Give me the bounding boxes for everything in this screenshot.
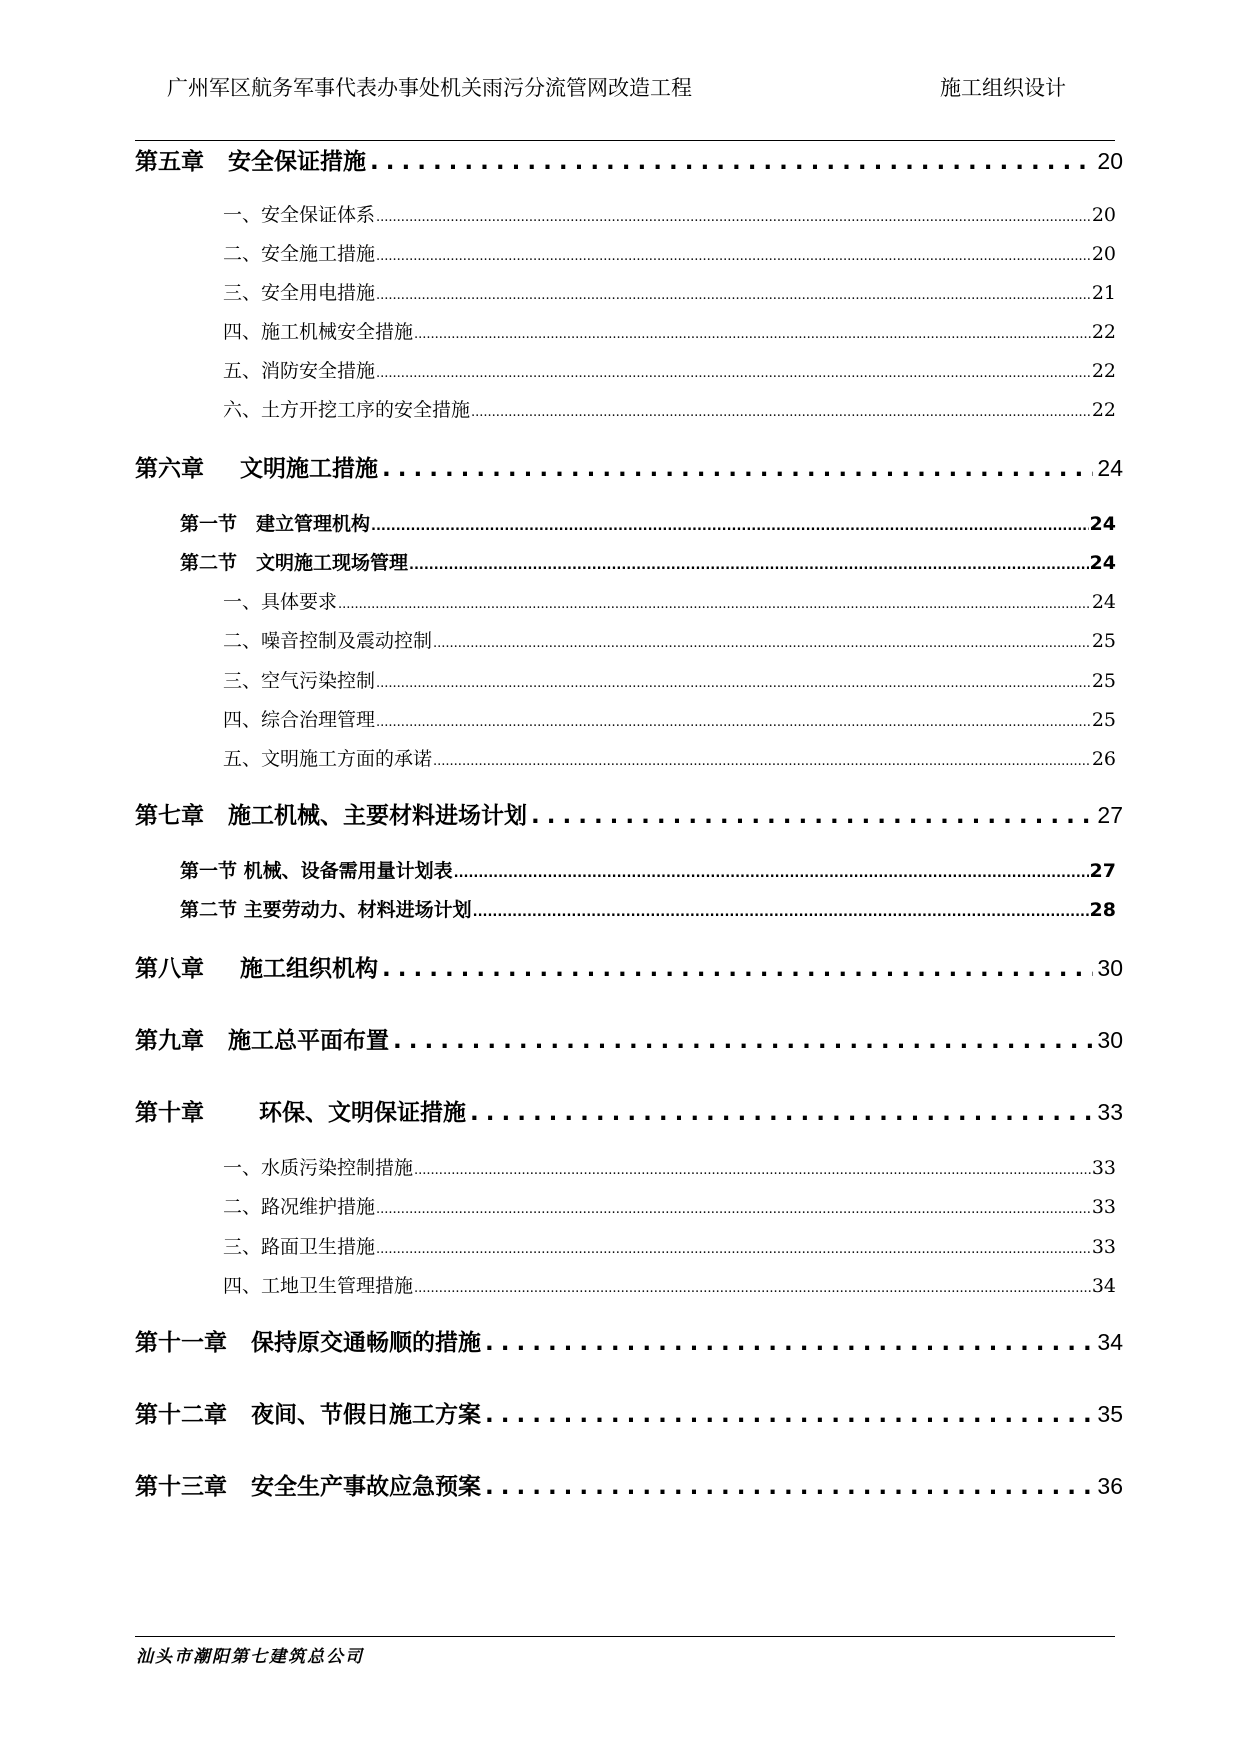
toc-item[interactable] (223, 278, 1116, 305)
dot-leader (371, 519, 1089, 534)
toc-chapter-8[interactable] (135, 950, 1123, 983)
dot-leader (433, 636, 1091, 651)
page-number: 20 (1091, 243, 1116, 265)
page-number: 36 (1097, 1473, 1123, 1499)
dot-leader (338, 597, 1091, 612)
item-title: 四、施工机械安全措施 (223, 321, 414, 343)
dot-leader (471, 405, 1091, 420)
page-number: 22 (1091, 399, 1116, 421)
toc-section[interactable] (180, 856, 1116, 883)
footer-rule (135, 1636, 1115, 1637)
chapter-title: 安全生产事故应急预案 (251, 1474, 481, 1500)
dot-leader (370, 149, 1093, 175)
dot-leader (382, 956, 1093, 982)
item-title: 二、安全施工措施 (223, 243, 376, 265)
toc-item[interactable] (223, 1153, 1116, 1180)
chapter-title: 保持原交通畅顺的措施 (251, 1330, 481, 1356)
item-title: 二、噪音控制及震动控制 (223, 630, 433, 652)
page-number: 27 (1097, 802, 1123, 828)
toc-chapter-13[interactable] (135, 1468, 1123, 1501)
chapter-number: 第十二章 (135, 1402, 227, 1428)
dot-leader (376, 249, 1091, 264)
chapter-number: 第九章 (135, 1028, 204, 1054)
dot-leader (382, 456, 1093, 482)
toc-chapter-7[interactable] (135, 797, 1123, 830)
dot-leader (376, 1242, 1091, 1257)
chapter-number: 第六章 (135, 456, 204, 482)
item-title: 四、综合治理管理 (223, 709, 376, 731)
page-number: 34 (1091, 1275, 1116, 1297)
dot-leader (393, 1028, 1093, 1054)
toc-chapter-11[interactable] (135, 1324, 1123, 1357)
toc-item[interactable] (223, 626, 1116, 653)
toc-chapter-10[interactable] (135, 1094, 1123, 1127)
dot-leader (473, 905, 1089, 920)
page-number: 25 (1091, 670, 1116, 692)
chapter-title: 夜间、节假日施工方案 (251, 1402, 481, 1428)
dot-leader (376, 288, 1091, 303)
toc-item[interactable] (223, 666, 1116, 693)
toc-item[interactable] (223, 317, 1116, 344)
page-number: 22 (1091, 360, 1116, 382)
dot-leader (376, 1202, 1091, 1217)
chapter-number: 第五章 (135, 149, 204, 175)
page-number: 27 (1089, 860, 1116, 882)
item-title: 一、安全保证体系 (223, 204, 376, 226)
item-title: 三、路面卫生措施 (223, 1236, 376, 1258)
page-number: 33 (1097, 1099, 1123, 1125)
document-type: 施工组织设计 (940, 76, 1066, 100)
page-number: 24 (1089, 552, 1116, 574)
dot-leader (485, 1474, 1093, 1500)
section-title: 第二节 主要劳动力、材料进场计划 (180, 899, 472, 921)
page-number: 33 (1091, 1196, 1116, 1218)
toc-section[interactable] (180, 548, 1116, 575)
toc-item[interactable] (223, 239, 1116, 266)
dot-leader (376, 366, 1091, 381)
dot-leader (376, 715, 1091, 730)
item-title: 三、空气污染控制 (223, 670, 376, 692)
section-title: 第一节 建立管理机构 (180, 513, 371, 535)
project-title: 广州军区航务军事代表办事处机关雨污分流管网改造工程 (167, 76, 692, 100)
section-title: 第一节 机械、设备需用量计划表 (180, 860, 453, 882)
page-number: 30 (1097, 1027, 1123, 1053)
section-title: 第二节 文明施工现场管理 (180, 552, 409, 574)
page-number: 20 (1097, 148, 1123, 174)
chapter-number: 第十一章 (135, 1330, 227, 1356)
dot-leader (409, 558, 1089, 573)
page-number: 34 (1097, 1329, 1123, 1355)
dot-leader (531, 803, 1093, 829)
toc-chapter-6[interactable] (135, 450, 1123, 483)
page-number: 24 (1091, 591, 1116, 613)
toc-item[interactable] (223, 1192, 1116, 1219)
dot-leader (470, 1100, 1093, 1126)
page-number: 30 (1097, 955, 1123, 981)
chapter-title: 环保、文明保证措施 (259, 1100, 466, 1126)
item-title: 五、消防安全措施 (223, 360, 376, 382)
dot-leader (376, 676, 1091, 691)
chapter-number: 第八章 (135, 956, 204, 982)
dot-leader (414, 327, 1091, 342)
page-number: 28 (1089, 899, 1116, 921)
dot-leader (376, 210, 1091, 225)
toc-item[interactable] (223, 200, 1116, 227)
toc-item[interactable] (223, 744, 1116, 771)
dot-leader (414, 1163, 1091, 1178)
item-title: 二、路况维护措施 (223, 1196, 376, 1218)
chapter-title: 施工总平面布置 (228, 1028, 389, 1054)
dot-leader (414, 1281, 1091, 1296)
page-number: 33 (1091, 1236, 1116, 1258)
toc-section[interactable] (180, 509, 1116, 536)
page-number: 24 (1089, 513, 1116, 535)
chapter-number: 第七章 (135, 803, 204, 829)
chapter-number: 第十三章 (135, 1474, 227, 1500)
page-header (135, 72, 1115, 112)
chapter-title: 施工机械、主要材料进场计划 (228, 803, 527, 829)
item-title: 六、土方开挖工序的安全措施 (223, 399, 471, 421)
dot-leader (454, 866, 1089, 881)
toc-chapter-5[interactable] (135, 143, 1123, 176)
item-title: 四、工地卫生管理措施 (223, 1275, 414, 1297)
toc-item[interactable] (223, 705, 1116, 732)
toc-item[interactable] (223, 587, 1116, 614)
page-number: 25 (1091, 709, 1116, 731)
company-name: 汕头市潮阳第七建筑总公司 (136, 1647, 364, 1667)
toc-item[interactable] (223, 356, 1116, 383)
toc-chapter-9[interactable] (135, 1022, 1123, 1055)
page-number: 21 (1091, 282, 1116, 304)
toc-item[interactable] (223, 1271, 1116, 1298)
page-number: 22 (1091, 321, 1116, 343)
chapter-title: 施工组织机构 (240, 956, 378, 982)
chapter-number: 第十章 (135, 1100, 204, 1126)
toc-item[interactable] (223, 395, 1116, 422)
page-number: 20 (1091, 204, 1116, 226)
toc-chapter-12[interactable] (135, 1396, 1123, 1429)
item-title: 一、水质污染控制措施 (223, 1157, 414, 1179)
toc-section[interactable] (180, 895, 1116, 922)
header-rule (135, 140, 1115, 141)
chapter-title: 安全保证措施 (228, 149, 366, 175)
item-title: 一、具体要求 (223, 591, 338, 613)
dot-leader (485, 1330, 1093, 1356)
page-number: 33 (1091, 1157, 1116, 1179)
page-number: 26 (1091, 748, 1116, 770)
dot-leader (433, 754, 1091, 769)
toc-item[interactable] (223, 1232, 1116, 1259)
page-number: 25 (1091, 630, 1116, 652)
dot-leader (485, 1402, 1093, 1428)
page-number: 35 (1097, 1401, 1123, 1427)
page-number: 24 (1097, 455, 1123, 481)
item-title: 五、文明施工方面的承诺 (223, 748, 433, 770)
item-title: 三、安全用电措施 (223, 282, 376, 304)
chapter-title: 文明施工措施 (240, 456, 378, 482)
